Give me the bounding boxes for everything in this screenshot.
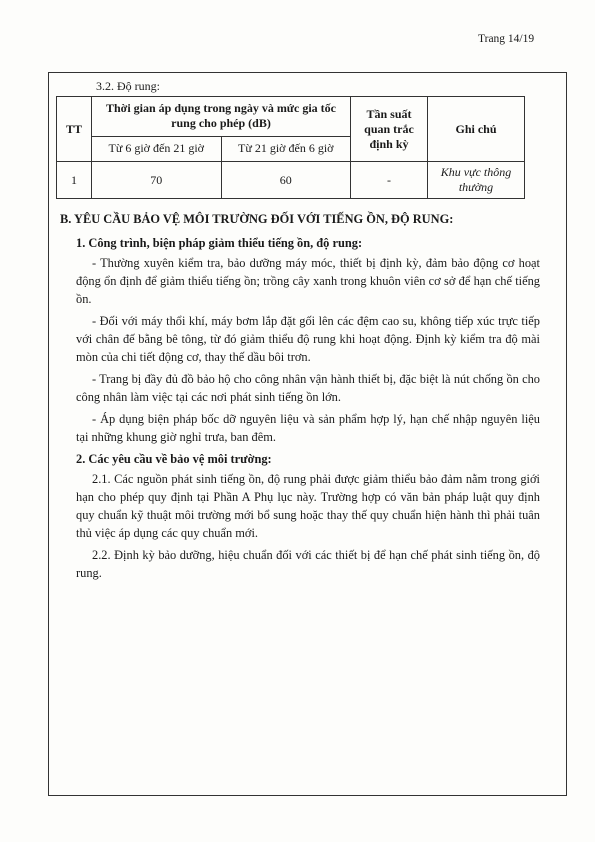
- cell-night-limit: 60: [221, 162, 351, 199]
- sub2-para-1: 2.1. Các nguồn phát sinh tiếng ồn, độ rung phải được giảm thiểu bảo đảm nằm trong giới hạn cho phép quy định tại Phần A Phụ lục này. Trường hợp có văn bản pháp luật quy định quy chuẩn kỹ thuật môi trường mới bổ sung hoặc thay thế quy chuẩn hiện hành thì phải tuân thủ việc áp dụng các quy chuẩn mới.: [76, 472, 540, 540]
- col-time-header: Thời gian áp dụng trong ngày và mức gia tốc rung cho phép (dB): [92, 97, 351, 137]
- sub1-para-1: - Thường xuyên kiểm tra, bảo dưỡng máy móc, thiết bị định kỳ, đảm bảo động cơ hoạt động ổn định để giảm thiểu tiếng ồn; trồng cây xanh trong khuôn viên cơ sở để hạn chế tiếng ồn.: [76, 256, 540, 306]
- sub1-para-3: - Trang bị đầy đủ đồ bảo hộ cho công nhân vận hành thiết bị, đặc biệt là nút chống ồn cho công nhân làm việc tại các nơi phát sinh tiếng ồn lớn.: [76, 372, 540, 404]
- section-3-2-title: 3.2. Độ rung:: [96, 79, 160, 93]
- col-tt-header: TT: [57, 97, 92, 162]
- section-b-body: [76, 234, 540, 582]
- sub1-para-2: - Đối với máy thổi khí, máy bơm lắp đặt gối lên các đệm cao su, không tiếp xúc trực tiếp với chân đế bằng bê tông, từ đó giảm thiểu độ rung khi hoạt động. Định kỳ kiểm tra độ mài mòn của chi tiết động cơ, thay thế dầu bôi trơn.: [76, 314, 540, 364]
- sub1-title: 1. Công trình, biện pháp giảm thiểu tiếng ồn, độ rung:: [76, 236, 363, 250]
- cell-note: Khu vực thông thường: [428, 162, 525, 199]
- cell-frequency: -: [351, 162, 428, 199]
- col-note-header: Ghi chú: [428, 97, 525, 162]
- table-row: [57, 162, 525, 199]
- page-number: Trang 14/19: [478, 33, 535, 45]
- sub2-para-2: 2.2. Định kỳ bảo dưỡng, hiệu chuẩn đối với các thiết bị để hạn chế phát sinh tiếng ồn, độ rung.: [76, 548, 540, 580]
- table-header-row: [57, 97, 525, 137]
- sub1-para-4: - Áp dụng biện pháp bốc dỡ nguyên liệu và sản phẩm hợp lý, hạn chế nhập nguyên liệu tại những khung giờ nghỉ trưa, ban đêm.: [76, 412, 540, 444]
- col-day-subheader: Từ 6 giờ đến 21 giờ: [92, 136, 222, 161]
- cell-day-limit: 70: [92, 162, 222, 199]
- vibration-limits-table: [56, 96, 525, 199]
- col-frequency-header: Tần suất quan trắc định kỳ: [351, 97, 428, 162]
- col-night-subheader: Từ 21 giờ đến 6 giờ: [221, 136, 351, 161]
- cell-tt: 1: [57, 162, 92, 199]
- sub2-title: 2. Các yêu cầu về bảo vệ môi trường:: [76, 452, 272, 466]
- section-b-heading: B. YÊU CẦU BẢO VỆ MÔI TRƯỜNG ĐỐI VỚI TIẾNG ỒN, ĐỘ RUNG:: [60, 212, 454, 226]
